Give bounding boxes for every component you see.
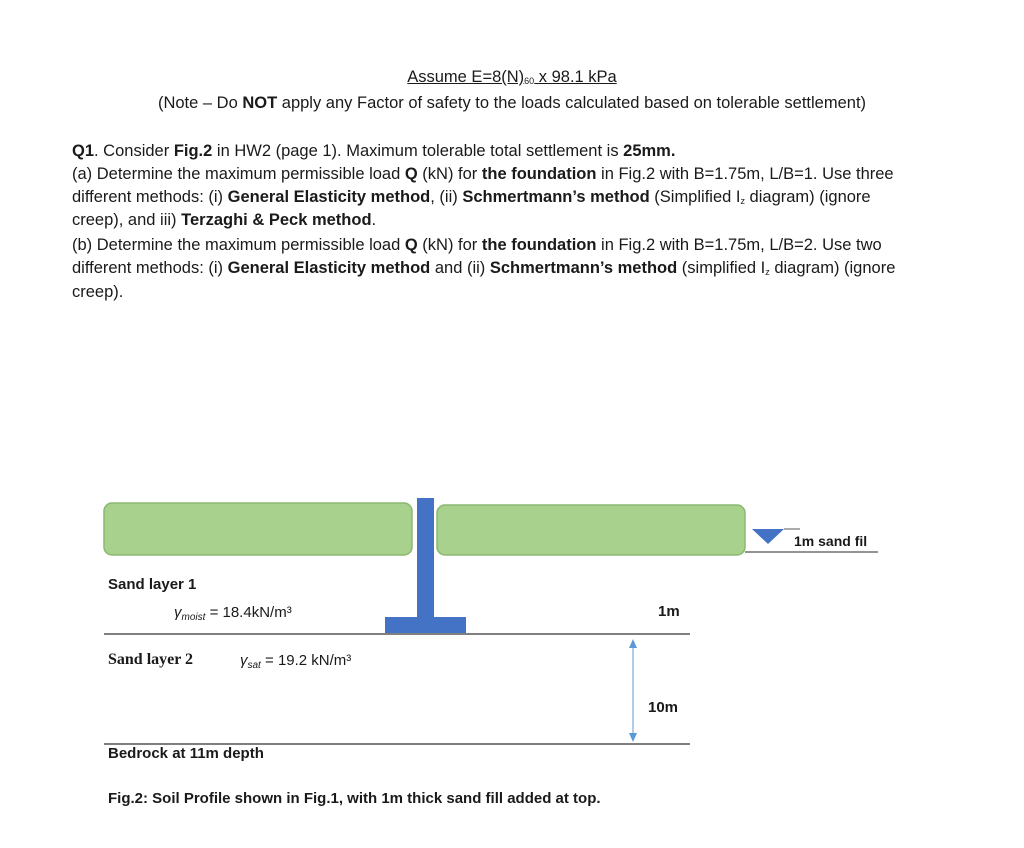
q1-line-5: (b) Determine the maximum permissible load Q (kN) for the foundation in Fig.2 with B=1.75m, L/B=2. Use two xyxy=(72,236,882,254)
q1-line-1: Q1. Consider Fig.2 in HW2 (page 1). Maximum tolerable total settlement is 25mm. xyxy=(72,142,676,160)
figure-caption: Fig.2: Soil Profile shown in Fig.1, with 1m thick sand fill added at top. xyxy=(108,790,601,807)
sand-fill-block-right xyxy=(437,505,745,555)
layer2-unit-weight: $\gamma_{sat} = 19.2$ kN/m³ xyxy=(240,652,352,671)
depth-label-10m: 10m xyxy=(648,699,679,716)
assumption-text: Assume $E=8(N)_{60}$ x 98.1 kPa xyxy=(407,68,617,86)
sand-fill-label: 1m sand fil xyxy=(794,533,868,549)
layer1-title: Sand layer 1 xyxy=(108,576,197,593)
dimension-arrow-down xyxy=(629,733,637,742)
note-line: (Note – Do NOT apply any Factor of safety to the loads calculated based on tolerable settlement) xyxy=(157,94,867,112)
surface-triangle-marker xyxy=(752,529,784,544)
dimension-arrow-up xyxy=(629,639,637,648)
q1-line-4: creep), and iii) Terzaghi & Peck method. xyxy=(72,211,377,229)
depth-label-1m: 1m xyxy=(658,603,680,620)
sand-fill-block-left xyxy=(104,503,412,555)
footing-column xyxy=(417,498,434,618)
layer1-unit-weight: $\gamma_{moist} = 18.4kN/m^3$ xyxy=(174,604,292,623)
q1-line-3: different methods: (i) General Elasticity method, (ii) Schmertmann’s method (Simplified $I_z$ diagram) (ignore xyxy=(72,188,871,206)
footing-base xyxy=(385,617,466,633)
bedrock-label: Bedrock at 11m depth xyxy=(108,745,264,762)
q1-line-6: different methods: (i) General Elasticity method and (ii) Schmertmann’s method (simplified $I_z$ diagram) (ignore xyxy=(72,259,896,277)
layer2-title: Sand layer 2 xyxy=(108,651,194,668)
q1-line-7: creep). xyxy=(72,283,124,301)
q1-line-2: (a) Determine the maximum permissible load Q (kN) for the foundation in Fig.2 with B=1.75m, L/B=1. Use three xyxy=(72,165,894,183)
